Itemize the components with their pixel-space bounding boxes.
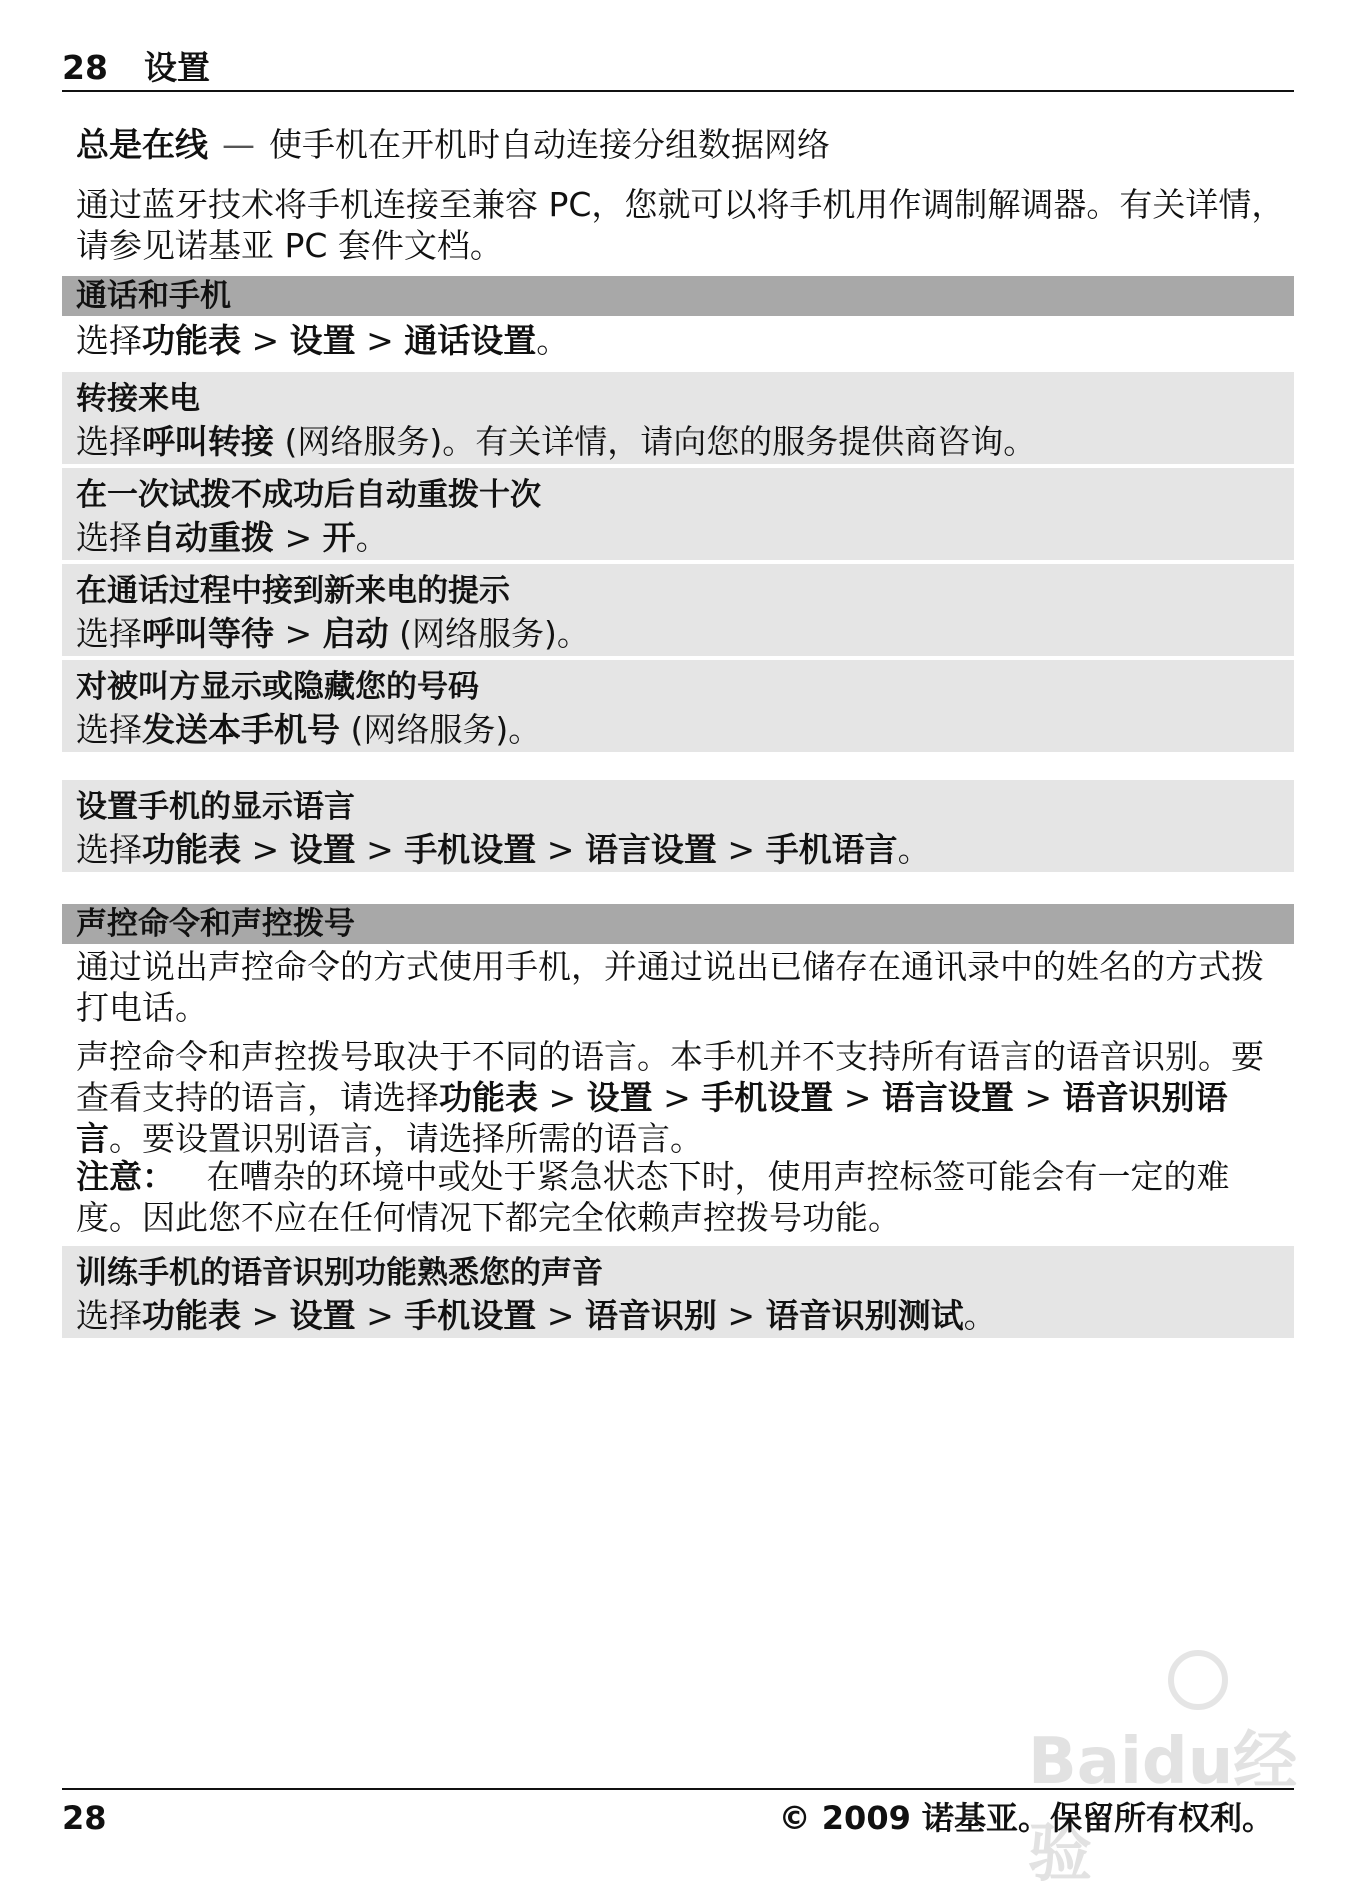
- page-header: [62, 46, 1294, 92]
- document-page: [62, 0, 1298, 1891]
- voice-intro-paragraph: 通过说出声控命令的方式使用手机，并通过说出已储存在通讯录中的姓名的方式拨打电话。: [76, 947, 1264, 1027]
- auto-redial-box: [62, 468, 1294, 560]
- voice-training-title: 训练手机的语音识别功能熟悉您的声音: [76, 1255, 603, 1291]
- calls-section-heading: 通话和手机: [62, 276, 1294, 316]
- note-text: 在嘈杂的环境中或处于紧急状态下时，使用声控标签可能会有一定的难度。因此您不应在任何情况下都完全依赖声控拨号功能。: [76, 1157, 1230, 1237]
- call-forwarding-box: [62, 372, 1294, 464]
- send-own-number-box: [62, 660, 1294, 752]
- em-dash: —: [222, 125, 255, 164]
- footer-page-number: 28: [62, 1799, 107, 1837]
- voice-language-paragraph: 声控命令和声控拨号取决于不同的语言。本手机并不支持所有语言的语音识别。要查看支持的语言，请选择功能表 > 设置 > 手机设置 > 语言设置 > 语音识别语言。要设置识别语言，请选择所需的语言。: [76, 1037, 1264, 1158]
- voice-note-paragraph: [76, 1156, 1286, 1238]
- call-waiting-instruction: 选择呼叫等待 > 启动 (网络服务)。: [76, 614, 590, 653]
- display-language-title: 设置手机的显示语言: [76, 789, 355, 825]
- display-language-box: [62, 780, 1294, 872]
- voice-section-heading: 声控命令和声控拨号: [62, 904, 1294, 944]
- auto-redial-instruction: 选择自动重拨 > 开。: [76, 518, 389, 557]
- header-page-number: 28: [62, 48, 108, 87]
- call-forwarding-instruction: 选择呼叫转接 (网络服务)。有关详情，请向您的服务提供商咨询。: [76, 422, 1037, 461]
- auto-redial-title: 在一次试拨不成功后自动重拨十次: [76, 477, 541, 513]
- baidu-watermark: Baidu经验: [1028, 1680, 1348, 1790]
- call-forwarding-title: 转接来电: [76, 381, 200, 417]
- call-waiting-box: [62, 564, 1294, 656]
- always-online-definition: [76, 124, 1286, 165]
- always-online-term: 总是在线: [76, 125, 208, 164]
- bluetooth-modem-paragraph: 通过蓝牙技术将手机连接至兼容 PC，您就可以将手机用作调制解调器。有关详情，请参见诺基亚 PC 套件文档。: [76, 185, 1285, 265]
- send-own-number-instruction: 选择发送本手机号 (网络服务)。: [76, 710, 542, 749]
- page-footer: [62, 1788, 1294, 1846]
- call-waiting-title: 在通话过程中接到新来电的提示: [76, 573, 510, 609]
- copyright-notice: © 2009 诺基亚。保留所有权利。: [778, 1799, 1274, 1837]
- always-online-text: 使手机在开机时自动连接分组数据网络: [269, 125, 830, 164]
- display-language-instruction: 选择功能表 > 设置 > 手机设置 > 语言设置 > 手机语言。: [76, 830, 931, 869]
- voice-training-instruction: 选择功能表 > 设置 > 手机设置 > 语音识别 > 语音识别测试。: [76, 1296, 997, 1335]
- paw-icon: [1168, 1650, 1228, 1710]
- calls-settings-path: 选择功能表 > 设置 > 通话设置。: [76, 321, 570, 360]
- header-section-title: 设置: [144, 48, 210, 87]
- note-label: 注意：: [76, 1157, 175, 1196]
- voice-training-box: [62, 1246, 1294, 1338]
- send-own-number-title: 对被叫方显示或隐藏您的号码: [76, 669, 479, 705]
